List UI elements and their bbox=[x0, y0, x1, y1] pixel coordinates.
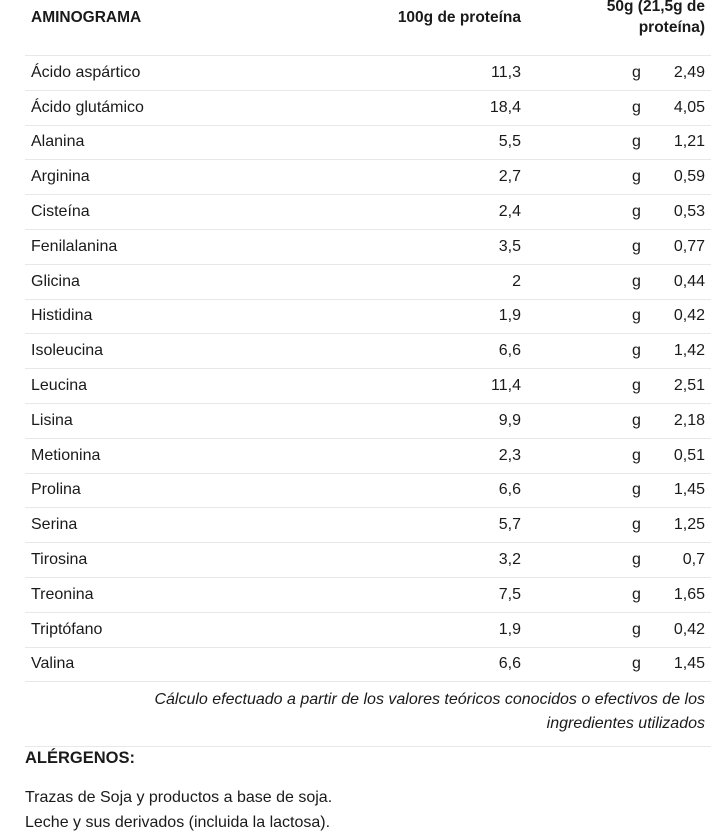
header-per-50g-line2: proteína) bbox=[638, 19, 705, 36]
table-row bbox=[25, 334, 711, 369]
unit-cell: g bbox=[632, 585, 641, 603]
amino-acid-name: Treonina bbox=[31, 585, 94, 603]
table-row bbox=[25, 90, 711, 125]
value-per-50g: 0,44 bbox=[673, 272, 705, 290]
amino-acid-name: Arginina bbox=[31, 168, 90, 186]
allergen-line: Leche y sus derivados (incluida la lactosa). bbox=[25, 814, 331, 831]
value-per-100g-protein: 3,5 bbox=[498, 237, 521, 255]
unit-cell: g bbox=[632, 133, 641, 151]
value-per-50g: 0,42 bbox=[673, 307, 705, 325]
value-per-50g: 0,53 bbox=[673, 203, 705, 221]
unit-cell: g bbox=[632, 516, 641, 534]
unit-cell: g bbox=[632, 620, 641, 638]
table-row bbox=[25, 369, 711, 404]
value-per-50g: 2,51 bbox=[673, 377, 705, 395]
value-per-50g: 2,49 bbox=[673, 63, 705, 81]
amino-acid-name: Lisina bbox=[31, 411, 73, 429]
table-row bbox=[25, 508, 711, 543]
amino-acid-name: Triptófano bbox=[31, 620, 103, 638]
unit-cell: g bbox=[632, 551, 641, 569]
table-row bbox=[25, 612, 711, 647]
value-per-50g: 0,77 bbox=[673, 237, 705, 255]
value-per-100g-protein: 2 bbox=[512, 272, 521, 290]
table-row bbox=[25, 229, 711, 264]
value-per-50g: 0,51 bbox=[673, 446, 705, 464]
amino-acid-name: Cisteína bbox=[31, 203, 90, 221]
value-per-50g: 1,45 bbox=[673, 655, 705, 673]
value-per-50g: 1,21 bbox=[673, 133, 705, 151]
value-per-100g-protein: 2,3 bbox=[498, 446, 521, 464]
value-per-100g-protein: 6,6 bbox=[498, 481, 521, 499]
header-aminograma: AMINOGRAMA bbox=[31, 9, 142, 26]
amino-acid-name: Fenilalanina bbox=[31, 237, 118, 255]
amino-acid-name: Leucina bbox=[31, 377, 88, 395]
table-row bbox=[25, 438, 711, 473]
unit-cell: g bbox=[632, 411, 641, 429]
value-per-100g-protein: 7,5 bbox=[498, 585, 521, 603]
table-row bbox=[25, 125, 711, 160]
table-row bbox=[25, 577, 711, 612]
value-per-50g: 0,59 bbox=[673, 168, 705, 186]
value-per-50g: 2,18 bbox=[673, 411, 705, 429]
table-row bbox=[25, 56, 711, 91]
unit-cell: g bbox=[632, 481, 641, 499]
unit-cell: g bbox=[632, 655, 641, 673]
value-per-100g-protein: 3,2 bbox=[498, 551, 521, 569]
value-per-100g-protein: 2,4 bbox=[498, 203, 521, 221]
allergens-section bbox=[25, 745, 711, 835]
unit-cell: g bbox=[632, 272, 641, 290]
amino-acid-name: Ácido glutámico bbox=[31, 98, 144, 116]
allergens-title: ALÉRGENOS: bbox=[25, 749, 136, 767]
amino-acid-name: Isoleucina bbox=[31, 342, 104, 360]
value-per-100g-protein: 1,9 bbox=[498, 620, 521, 638]
unit-cell: g bbox=[632, 203, 641, 221]
aminogram-table bbox=[25, 0, 711, 747]
table-row bbox=[25, 403, 711, 438]
header-unit bbox=[325, 0, 345, 56]
value-per-50g: 4,05 bbox=[673, 98, 705, 116]
amino-acid-name: Ácido aspártico bbox=[31, 63, 141, 81]
table-footnote-row bbox=[25, 682, 711, 747]
table-row bbox=[25, 299, 711, 334]
amino-acid-name: Metionina bbox=[31, 446, 101, 464]
table-row bbox=[25, 543, 711, 578]
unit-cell: g bbox=[632, 168, 641, 186]
unit-cell: g bbox=[632, 446, 641, 464]
value-per-100g-protein: 2,7 bbox=[498, 168, 521, 186]
header-per-100g-protein: 100g de proteína bbox=[397, 9, 521, 26]
unit-cell: g bbox=[632, 98, 641, 116]
amino-acid-name: Tirosina bbox=[31, 551, 88, 569]
value-per-50g: 1,25 bbox=[673, 516, 705, 534]
value-per-50g: 0,42 bbox=[673, 620, 705, 638]
value-per-100g-protein: 5,7 bbox=[498, 516, 521, 534]
table-row bbox=[25, 160, 711, 195]
table-footnote: Cálculo efectuado a partir de los valores teóricos conocidos o efectivos de los ingredientes utilizados bbox=[25, 682, 711, 747]
table-row bbox=[25, 195, 711, 230]
unit-cell: g bbox=[632, 307, 641, 325]
unit-cell: g bbox=[632, 63, 641, 81]
amino-acid-name: Alanina bbox=[31, 133, 85, 151]
value-per-50g: 1,65 bbox=[673, 585, 705, 603]
value-per-50g: 1,45 bbox=[673, 481, 705, 499]
unit-cell: g bbox=[632, 342, 641, 360]
amino-acid-name: Prolina bbox=[31, 481, 81, 499]
unit-cell: g bbox=[632, 237, 641, 255]
value-per-100g-protein: 9,9 bbox=[498, 411, 521, 429]
amino-acid-name: Histidina bbox=[31, 307, 93, 325]
amino-acid-name: Valina bbox=[31, 655, 75, 673]
table-row bbox=[25, 264, 711, 299]
table-row bbox=[25, 473, 711, 508]
value-per-100g-protein: 11,4 bbox=[491, 377, 521, 395]
allergen-line: Trazas de Soja y productos a base de soja. bbox=[25, 789, 333, 806]
header-per-50g bbox=[535, 0, 711, 56]
unit-cell: g bbox=[632, 377, 641, 395]
header-per-50g-line1: 50g (21,5g de bbox=[606, 0, 705, 15]
table-row bbox=[25, 647, 711, 682]
value-per-50g: 0,7 bbox=[682, 551, 705, 569]
value-per-100g-protein: 1,9 bbox=[498, 307, 521, 325]
value-per-100g-protein: 6,6 bbox=[498, 342, 521, 360]
aminogram-table-body bbox=[25, 56, 711, 747]
value-per-100g-protein: 18,4 bbox=[489, 98, 521, 116]
value-per-100g-protein: 11,3 bbox=[491, 63, 521, 81]
value-per-100g-protein: 5,5 bbox=[498, 133, 521, 151]
amino-acid-name: Serina bbox=[31, 516, 78, 534]
value-per-50g: 1,42 bbox=[673, 342, 705, 360]
aminogram-table-container bbox=[25, 0, 711, 747]
amino-acid-name: Glicina bbox=[31, 272, 80, 290]
table-header-row bbox=[25, 0, 711, 56]
value-per-100g-protein: 6,6 bbox=[498, 655, 521, 673]
